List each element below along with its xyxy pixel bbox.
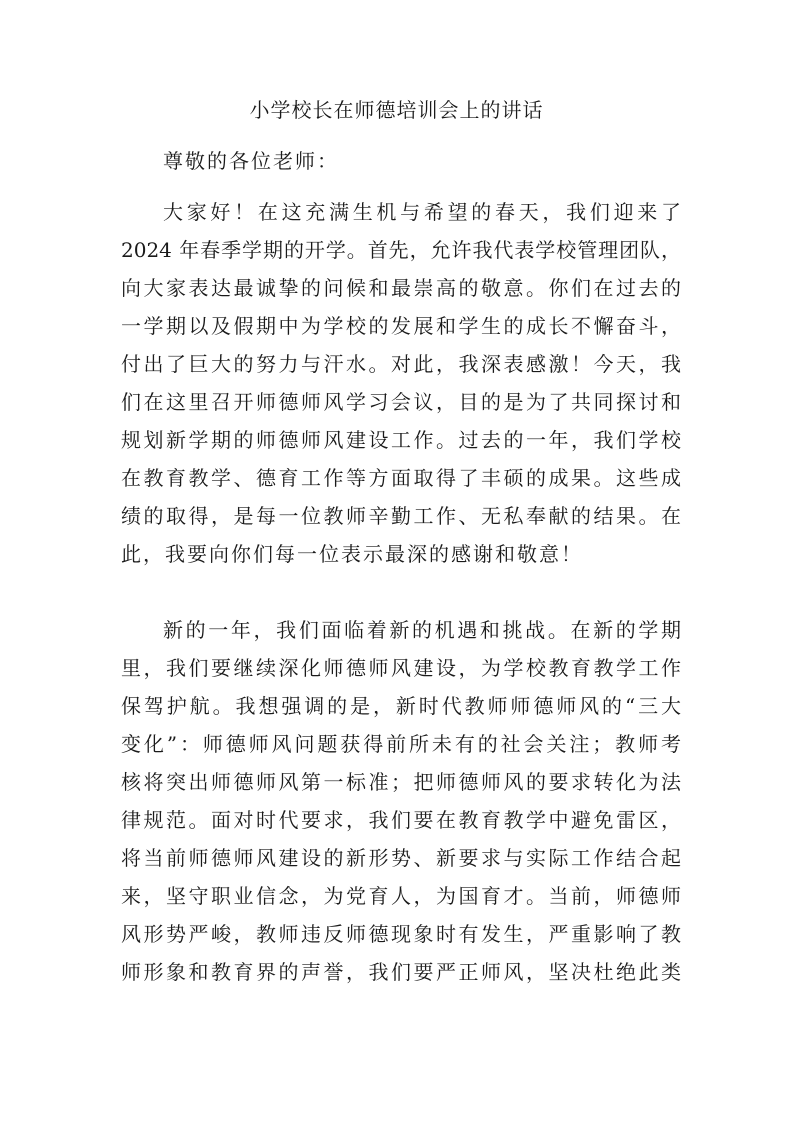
paragraph-2-line: 核将突出师德师风第一标准；把师德师风的要求转化为法 [121,770,681,794]
paragraph-1-line: 2024 年春季学期的开学。首先，允许我代表学校管理团队， [121,238,681,262]
paragraph-2-line: 律规范。面对时代要求，我们要在教育教学中避免雷区， [121,808,681,832]
paragraph-2-line: 里，我们要继续深化师德师风建设，为学校教育教学工作 [121,656,681,680]
paragraph-1-line: 规划新学期的师德师风建设工作。过去的一年，我们学校 [121,428,681,452]
paragraph-2-line: 师形象和教育界的声誉，我们要严正师风，坚决杜绝此类 [121,960,681,984]
document-title: 小学校长在师德培训会上的讲话 [249,98,544,122]
paragraph-2-line: 来，坚守职业信念，为党育人，为国育才。当前，师德师 [121,884,681,908]
paragraph-2-line: 保驾护航。我想强调的是，新时代教师师德师风的“三大 [121,694,681,718]
paragraph-2-line: 变化”：师德师风问题获得前所未有的社会关注；教师考 [121,732,681,756]
paragraph-2-line: 将当前师德师风建设的新形势、新要求与实际工作结合起 [121,846,681,870]
salutation: 尊敬的各位老师： [163,149,339,173]
paragraph-1-line: 向大家表达最诚挚的问候和最崇高的敬意。你们在过去的 [121,276,681,300]
paragraph-1-line: 付出了巨大的努力与汗水。对此，我深表感激！今天，我 [121,352,681,376]
paragraph-2-line: 新的一年，我们面临着新的机遇和挑战。在新的学期 [163,618,681,642]
paragraph-1-line: 们在这里召开师德师风学习会议，目的是为了共同探讨和 [121,390,681,414]
paragraph-1-line: 一学期以及假期中为学校的发展和学生的成长不懈奋斗， [121,314,681,338]
paragraph-1-line: 在教育教学、德育工作等方面取得了丰硕的成果。这些成 [121,466,681,490]
paragraph-2-line: 风形势严峻，教师违反师德现象时有发生，严重影响了教 [121,922,681,946]
paragraph-1-line: 大家好！在这充满生机与希望的春天，我们迎来了 [163,200,681,224]
paragraph-1-line: 绩的取得，是每一位教师辛勤工作、无私奉献的结果。在 [121,504,681,528]
paragraph-1-line: 此，我要向你们每一位表示最深的感谢和敬意！ [121,542,583,566]
